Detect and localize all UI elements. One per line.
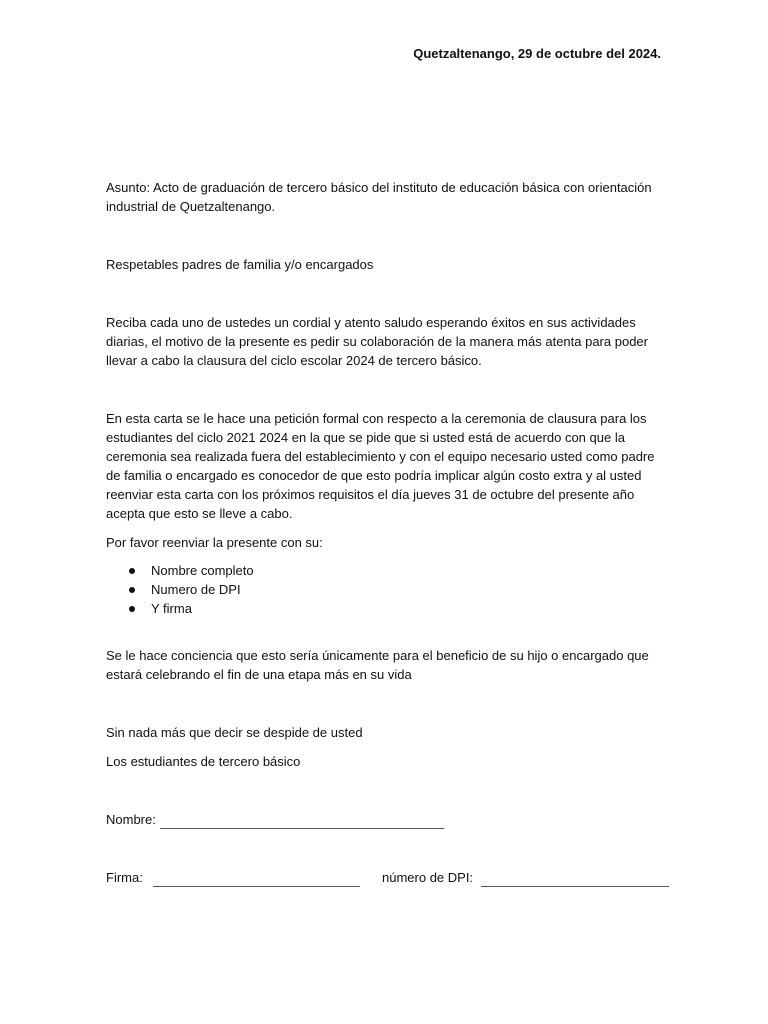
bullet-icon — [129, 587, 135, 593]
dpi-label: número de DPI: — [382, 870, 474, 885]
letter-date: Quetzaltenango, 29 de octubre del 2024. — [413, 46, 661, 61]
firma-field-row — [106, 868, 360, 887]
letter-subject: Asunto: Acto de graduación de tercero básico del instituto de educación básica con orientación industrial de Quetzaltenango. — [106, 180, 652, 214]
list-item — [106, 599, 662, 618]
paragraph-request: En esta carta se le hace una petición formal con respecto a la ceremonia de clausura para los estudiantes del ciclo 2021 2024 en la que se pide que si usted está de acuerdo con que la ceremonia sea realizada fuera del establecimiento y con el equipo necesario usted como padre de familia o encargado es conocedor de que esto podría implicar algún costo extra y al usted reenviar esta carta con los próximos requisitos el día jueves 31 de octubre del presente año acepta que esto se lleve a cabo. — [106, 411, 655, 521]
letter-closing: Sin nada más que decir se despide de usted — [106, 725, 363, 740]
paragraph-benefit: Se le hace conciencia que esto sería únicamente para el beneficio de su hijo o encargado que estará celebrando el fin de una etapa más en su vida — [106, 648, 649, 682]
paragraph-introduction: Reciba cada uno de ustedes un cordial y atento saludo esperando éxitos en sus actividades diarias, el motivo de la presente es pedir su colaboración de la manera más atenta para poder llevar a cabo la clausura del ciclo escolar 2024 de tercero básico. — [106, 315, 648, 368]
name-label: Nombre: — [106, 812, 156, 827]
requirement-label: Nombre completo — [151, 563, 254, 578]
letter-signature: Los estudiantes de tercero básico — [106, 754, 301, 769]
list-item — [106, 580, 662, 599]
requirements-list — [106, 561, 662, 618]
bullet-icon — [129, 606, 135, 612]
bullet-icon — [129, 568, 135, 574]
list-item — [106, 561, 662, 580]
request-intro: Por favor reenviar la presente con su: — [106, 535, 323, 550]
name-field-row — [106, 810, 444, 829]
firma-field-line[interactable] — [153, 872, 360, 887]
requirement-label: Numero de DPI — [151, 582, 241, 597]
name-field-line[interactable] — [160, 814, 444, 829]
firma-label: Firma: — [106, 870, 143, 885]
dpi-field-row — [382, 868, 669, 887]
letter-greeting: Respetables padres de familia y/o encargados — [106, 257, 374, 272]
requirement-label: Y firma — [151, 601, 192, 616]
dpi-field-line[interactable] — [481, 872, 669, 887]
